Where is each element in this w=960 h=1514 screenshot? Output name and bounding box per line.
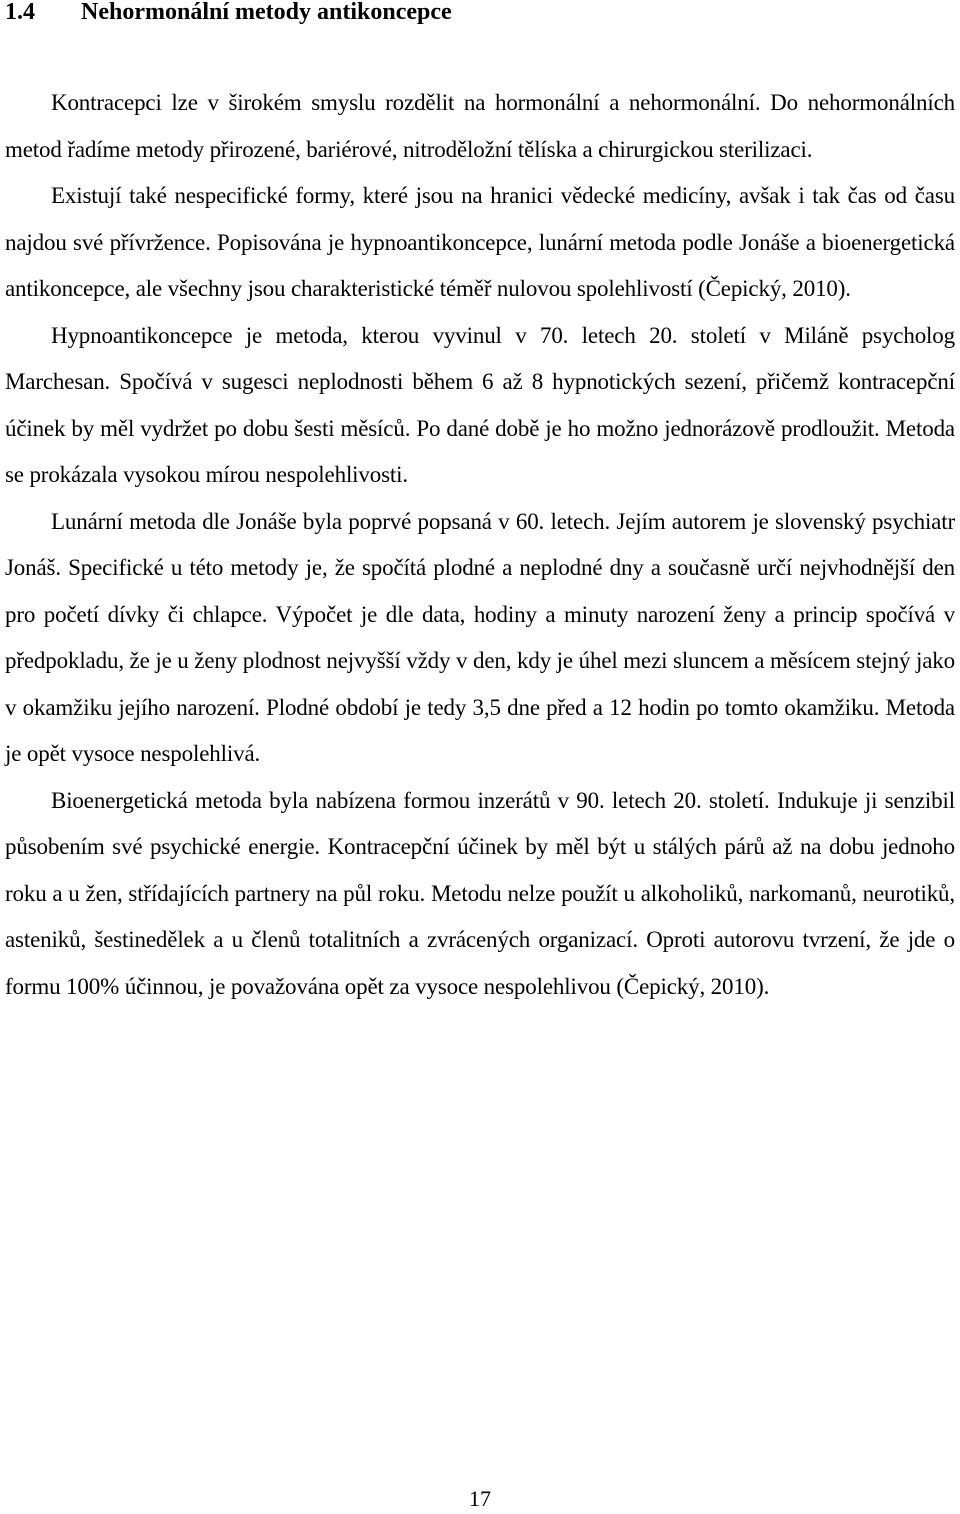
paragraph-intro: Kontracepci lze v širokém smyslu rozdělit na hormonální a nehormonální. Do nehormonálních metod řadíme metody přirozené, bariérové, nitroděložní tělíska a chirurgickou sterilizaci. bbox=[5, 90, 955, 162]
section-title: Nehormonální metody antikoncepce bbox=[81, 0, 452, 25]
paragraph-lunar-method: Lunární metoda dle Jonáše byla poprvé popsaná v 60. letech. Jejím autorem je slovenský psychiatr Jonáš. Specifické u této metody je, že spočítá plodné a neplodné dny a současně určí nejvhodnější den pro početí dívky či chlapce. Výpočet je dle data, hodiny a minuty narození ženy a princip spočívá v předpokladu, že je u ženy plodnost nejvyšší vždy v den, kdy je úhel mezi sluncem a měsícem stejný jako v okamžiku jejího narození. Plodné období je tedy 3,5 dne před a 12 hodin po tomto okamžiku. Metoda je opět vysoce nespolehlivá. bbox=[5, 508, 955, 766]
section-heading bbox=[5, 0, 452, 30]
page-number: 17 bbox=[469, 1486, 491, 1511]
section-number: 1.4 bbox=[5, 0, 35, 25]
paragraph-bioenergetic-method: Bioenergetická metoda byla nabízena formou inzerátů v 90. letech 20. století. Indukuje ji senzibil působením své psychické energie. Kontracepční účinek by měl být u stálých párů až na dobu jednoho roku a u žen, střídajících partnery na půl roku. Metodu nelze použít u alkoholiků, narkomanů, neurotiků, asteniků, šestinedělek a u členů totalitních a zvrácených organizací. Oproti autorovu tvrzení, že jde o formu 100% účinnou, je považována opět za vysoce nespolehlivou (Čepický, 2010). bbox=[5, 787, 955, 999]
body-text bbox=[5, 80, 955, 1010]
paragraph-hypnoantikoncepce: Hypnoantikoncepce je metoda, kterou vyvinul v 70. letech 20. století v Miláně psycholog Marchesan. Spočívá v sugesci neplodnosti během 6 až 8 hypnotických sezení, přičemž kontracepční účinek by měl vydržet po dobu šesti měsíců. Po dané době je ho možno jednorázově prodloužit. Metoda se prokázala vysokou mírou nespolehlivosti. bbox=[5, 322, 955, 487]
paragraph-nonspecific-forms: Existují také nespecifické formy, které jsou na hranici vědecké medicíny, avšak i tak čas od času najdou své přívržence. Popisována je hypnoantikoncepce, lunární metoda podle Jonáše a bioenergetická antikoncepce, ale všechny jsou charakteristické téměř nulovou spolehlivostí (Čepický, 2010). bbox=[5, 183, 955, 301]
